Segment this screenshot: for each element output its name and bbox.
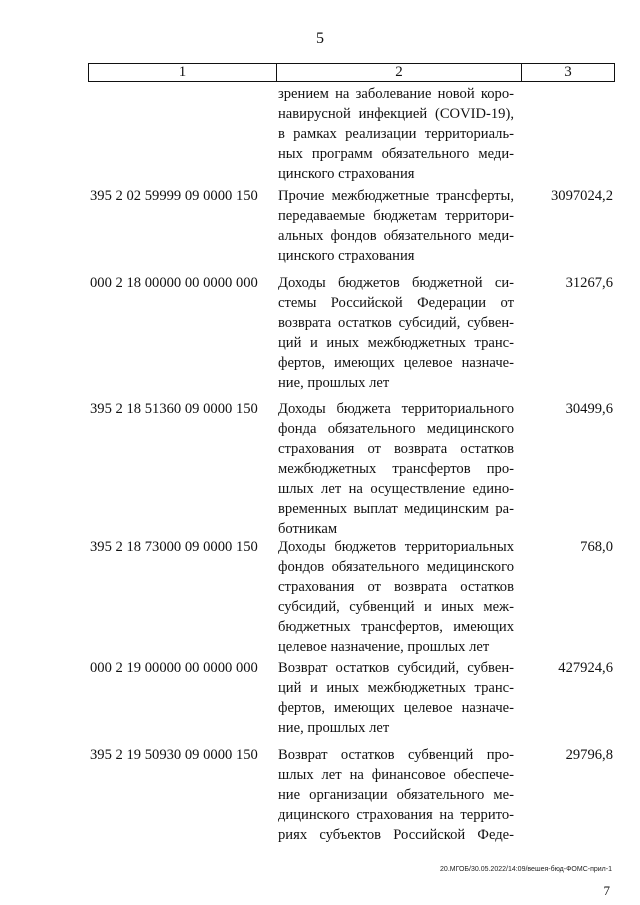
table-header: [88, 63, 615, 82]
row-description: [278, 745, 514, 845]
budget-code: 000 2 18 00000 00 0000 000: [90, 275, 258, 291]
desc-line: Возврат остатков субсидий, субвен-: [278, 660, 514, 676]
desc-line: Доходы бюджетов территориальных: [278, 539, 514, 555]
row-description: [278, 273, 514, 393]
desc-line: возврата остатков субсидий, субвен-: [278, 315, 514, 331]
amount: 29796,8: [565, 747, 613, 763]
desc-line: передаваемые бюджетам территори-: [278, 208, 514, 224]
desc-line: Доходы бюджетов бюджетной си-: [278, 275, 514, 291]
page-number: 5: [316, 30, 324, 47]
row-description: [278, 399, 514, 539]
desc-line: страхования от возврата остатков: [278, 579, 514, 595]
desc-line: фонда обязательного медицинского: [278, 421, 514, 437]
header-col-3: 3: [564, 64, 572, 80]
amount: 30499,6: [565, 401, 613, 417]
row-description: [278, 84, 514, 184]
desc-line: дицинского страхования на террито-: [278, 807, 514, 823]
desc-line: целевое назначение, прошлых лет: [278, 639, 490, 655]
row-description: [278, 658, 514, 738]
desc-line: ций и иных межбюджетных транс-: [278, 335, 514, 351]
budget-code: 395 2 19 50930 09 0000 150: [90, 747, 258, 763]
amount: 427924,6: [558, 660, 613, 676]
budget-code: 395 2 02 59999 09 0000 150: [90, 188, 258, 204]
desc-line: бюджетных трансфертов, имеющих: [278, 619, 514, 635]
desc-line: шлых лет на финансовое обеспече-: [278, 767, 514, 783]
amount: 31267,6: [565, 275, 613, 291]
desc-line: межбюджетных трансфертов про-: [278, 461, 514, 477]
header-col-2: 2: [277, 64, 522, 81]
row-description: [278, 537, 514, 657]
desc-line: ние организации обязательного ме-: [278, 787, 514, 803]
footer-document-code: 20.МГОБ/30.05.2022/14:09/вешея-бюд-ФОМС-прил-1: [440, 866, 612, 873]
desc-line: навирусной инфекцией (COVID-19),: [278, 106, 514, 122]
desc-line: страхования от возврата остатков: [278, 441, 514, 457]
desc-line: ние, прошлых лет: [278, 720, 390, 736]
desc-line: шлых лет на осуществление едино-: [278, 481, 514, 497]
desc-line: ций и иных межбюджетных транс-: [278, 680, 514, 696]
desc-line: цинского страхования: [278, 248, 415, 264]
desc-line: альных фондов обязательного меди-: [278, 228, 514, 244]
desc-line: стемы Российской Федерации от: [278, 295, 514, 311]
header-col-1: 1: [89, 64, 277, 81]
desc-line: фертов, имеющих целевое назначе-: [278, 355, 514, 371]
footer-page-number: 7: [603, 883, 610, 898]
desc-line: ботникам: [278, 521, 338, 537]
desc-line: фертов, имеющих целевое назначе-: [278, 700, 514, 716]
desc-line: зрением на заболевание новой коро-: [278, 86, 514, 102]
desc-line: временных выплат медицинским ра-: [278, 501, 514, 517]
desc-line: цинского страхования: [278, 166, 415, 182]
desc-line: Доходы бюджета территориального: [278, 401, 514, 417]
desc-line: в рамках реализации территориаль-: [278, 126, 514, 142]
amount: 3097024,2: [550, 188, 613, 204]
desc-line: ние, прошлых лет: [278, 375, 390, 391]
desc-line: Прочие межбюджетные трансферты,: [278, 188, 514, 204]
budget-code: 395 2 18 51360 09 0000 150: [90, 401, 258, 417]
budget-code: 000 2 19 00000 00 0000 000: [90, 660, 258, 676]
desc-line: фондов обязательного медицинского: [278, 559, 514, 575]
desc-line: субсидий, субвенций и иных меж-: [278, 599, 514, 615]
desc-line: ных программ обязательного меди-: [278, 146, 514, 162]
row-description: [278, 186, 514, 266]
desc-line: Возврат остатков субвенций про-: [278, 747, 514, 763]
amount: 768,0: [580, 539, 613, 555]
budget-code: 395 2 18 73000 09 0000 150: [90, 539, 258, 555]
desc-line: риях субъектов Российской Феде-: [278, 827, 514, 843]
